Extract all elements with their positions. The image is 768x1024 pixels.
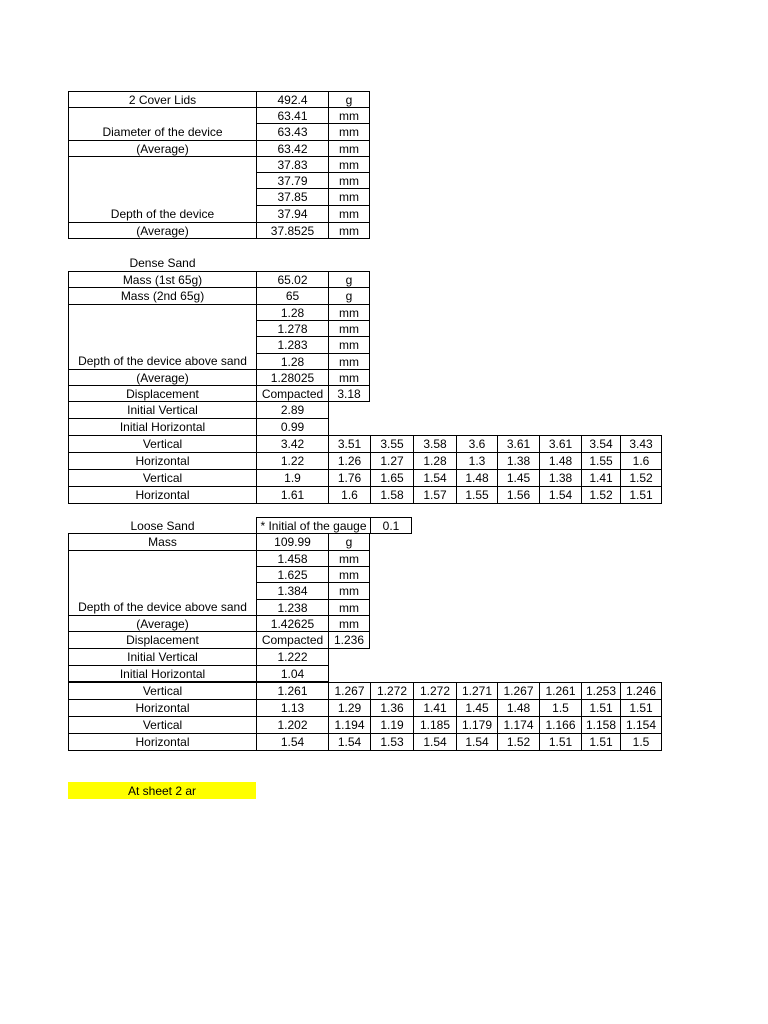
diameter-label: Diameter of the device bbox=[68, 107, 257, 141]
diameter-avg-label: (Average) bbox=[68, 140, 257, 157]
loose-depth-label: Depth of the device above sand bbox=[68, 550, 257, 616]
dense-reading-cell: 1.52 bbox=[581, 486, 621, 504]
dense-depth-value-1: 1.28 bbox=[256, 304, 329, 321]
dense-reading-cell: 1.27 bbox=[370, 452, 414, 470]
dense-reading-cell: 1.61 bbox=[256, 486, 329, 504]
depth-unit-4: mm bbox=[328, 205, 370, 223]
dense-initial-vertical-value: 2.89 bbox=[256, 401, 329, 419]
loose-reading-label: Horizontal bbox=[68, 733, 257, 751]
loose-reading-cell: 1.174 bbox=[497, 716, 540, 734]
dense-mass1-value: 65.02 bbox=[256, 271, 329, 288]
dense-reading-cell: 1.45 bbox=[497, 469, 540, 487]
dense-reading-cell: 1.51 bbox=[620, 486, 662, 504]
loose-reading-cell: 1.261 bbox=[256, 682, 329, 700]
loose-reading-cell: 1.272 bbox=[370, 682, 414, 700]
loose-initial-vertical-label: Initial Vertical bbox=[68, 648, 257, 666]
loose-reading-cell: 1.36 bbox=[370, 699, 414, 717]
loose-reading-cell: 1.51 bbox=[581, 699, 621, 717]
loose-reading-cell: 1.185 bbox=[413, 716, 457, 734]
diameter-value-2: 63.43 bbox=[256, 123, 329, 141]
loose-reading-label: Horizontal bbox=[68, 699, 257, 717]
dense-reading-cell: 1.22 bbox=[256, 452, 329, 470]
dense-reading-cell: 1.3 bbox=[456, 452, 498, 470]
dense-reading-cell: 1.56 bbox=[497, 486, 540, 504]
dense-reading-cell: 1.65 bbox=[370, 469, 414, 487]
dense-reading-cell: 3.6 bbox=[456, 435, 498, 453]
loose-depth-value-1: 1.458 bbox=[256, 550, 329, 567]
loose-reading-cell: 1.54 bbox=[328, 733, 371, 751]
dense-initial-horizontal-label: Initial Horizontal bbox=[68, 418, 257, 436]
diameter-avg-unit: mm bbox=[328, 140, 370, 157]
loose-reading-cell: 1.166 bbox=[539, 716, 582, 734]
loose-reading-cell: 1.52 bbox=[497, 733, 540, 751]
dense-reading-cell: 1.76 bbox=[328, 469, 371, 487]
dense-initial-horizontal-value: 0.99 bbox=[256, 418, 329, 436]
dense-reading-label: Horizontal bbox=[68, 452, 257, 470]
loose-reading-cell: 1.54 bbox=[456, 733, 498, 751]
depth-unit-1: mm bbox=[328, 156, 370, 173]
loose-avg-value: 1.42625 bbox=[256, 615, 329, 632]
loose-displacement-label: Displacement bbox=[68, 631, 257, 649]
dense-depth-unit-2: mm bbox=[328, 320, 370, 337]
dense-reading-cell: 3.54 bbox=[581, 435, 621, 453]
dense-reading-cell: 1.6 bbox=[620, 452, 662, 470]
diameter-unit-1: mm bbox=[328, 107, 370, 124]
loose-depth-value-2: 1.625 bbox=[256, 566, 329, 583]
dense-reading-cell: 1.55 bbox=[581, 452, 621, 470]
dense-reading-cell: 3.61 bbox=[539, 435, 582, 453]
dense-sand-title: Dense Sand bbox=[129, 255, 196, 270]
loose-avg-unit: mm bbox=[328, 615, 370, 632]
dense-depth-unit-3: mm bbox=[328, 336, 370, 354]
diameter-avg-value: 63.42 bbox=[256, 140, 329, 157]
dense-mass1-label: Mass (1st 65g) bbox=[68, 271, 257, 288]
dense-reading-cell: 1.41 bbox=[581, 469, 621, 487]
dense-depth-value-2: 1.278 bbox=[256, 320, 329, 337]
dense-reading-cell: 1.57 bbox=[413, 486, 457, 504]
loose-reading-cell: 1.19 bbox=[370, 716, 414, 734]
gauge-initial-value: 0.1 bbox=[370, 517, 412, 534]
loose-depth-unit-4: mm bbox=[328, 599, 370, 616]
dense-reading-cell: 3.43 bbox=[620, 435, 662, 453]
loose-reading-cell: 1.51 bbox=[539, 733, 582, 751]
loose-sand-title: Loose Sand bbox=[130, 518, 195, 533]
loose-reading-cell: 1.29 bbox=[328, 699, 371, 717]
loose-reading-cell: 1.271 bbox=[456, 682, 498, 700]
loose-reading-cell: 1.45 bbox=[456, 699, 498, 717]
loose-reading-cell: 1.154 bbox=[620, 716, 662, 734]
dense-mass2-label: Mass (2nd 65g) bbox=[68, 287, 257, 305]
dense-reading-cell: 1.9 bbox=[256, 469, 329, 487]
dense-displacement-value: Compacted bbox=[256, 385, 329, 402]
loose-reading-cell: 1.158 bbox=[581, 716, 621, 734]
cover-lids-label: 2 Cover Lids bbox=[68, 91, 257, 108]
dense-reading-cell: 1.28 bbox=[413, 452, 457, 470]
dense-avg-unit: mm bbox=[328, 369, 370, 386]
dense-depth-value-4: 1.28 bbox=[256, 353, 329, 370]
loose-reading-cell: 1.51 bbox=[620, 699, 662, 717]
loose-reading-cell: 1.54 bbox=[256, 733, 329, 751]
dense-displacement-extra: 3.18 bbox=[328, 385, 370, 402]
dense-reading-label: Horizontal bbox=[68, 486, 257, 504]
loose-reading-cell: 1.267 bbox=[497, 682, 540, 700]
dense-avg-value: 1.28025 bbox=[256, 369, 329, 386]
dense-mass2-unit: g bbox=[328, 287, 370, 305]
dense-reading-cell: 3.51 bbox=[328, 435, 371, 453]
depth-value-2: 37.79 bbox=[256, 172, 329, 189]
dense-reading-cell: 3.61 bbox=[497, 435, 540, 453]
loose-depth-unit-3: mm bbox=[328, 582, 370, 600]
loose-displacement-extra: 1.236 bbox=[328, 631, 370, 649]
dense-reading-cell: 1.48 bbox=[539, 452, 582, 470]
loose-depth-value-4: 1.238 bbox=[256, 599, 329, 616]
dense-depth-unit-4: mm bbox=[328, 353, 370, 370]
loose-reading-cell: 1.194 bbox=[328, 716, 371, 734]
depth-avg-value: 37.8525 bbox=[256, 222, 329, 239]
cover-lids-value: 492.4 bbox=[256, 91, 329, 108]
loose-displacement-value: Compacted bbox=[256, 631, 329, 649]
loose-initial-horizontal-label: Initial Horizontal bbox=[68, 665, 257, 682]
loose-depth-unit-2: mm bbox=[328, 566, 370, 583]
dense-reading-label: Vertical bbox=[68, 435, 257, 453]
loose-depth-unit-1: mm bbox=[328, 550, 370, 567]
dense-reading-cell: 3.55 bbox=[370, 435, 414, 453]
dense-reading-cell: 1.52 bbox=[620, 469, 662, 487]
dense-reading-cell: 1.6 bbox=[328, 486, 371, 504]
dense-reading-cell: 1.55 bbox=[456, 486, 498, 504]
depth-unit-3: mm bbox=[328, 188, 370, 206]
loose-reading-cell: 1.261 bbox=[539, 682, 582, 700]
depth-value-4: 37.94 bbox=[256, 205, 329, 223]
loose-reading-cell: 1.246 bbox=[620, 682, 662, 700]
dense-displacement-label: Displacement bbox=[68, 385, 257, 402]
loose-reading-label: Vertical bbox=[68, 682, 257, 700]
dense-reading-cell: 1.54 bbox=[539, 486, 582, 504]
dense-mass1-unit: g bbox=[328, 271, 370, 288]
dense-depth-unit-1: mm bbox=[328, 304, 370, 321]
cover-lids-unit: g bbox=[328, 91, 370, 108]
loose-mass-unit: g bbox=[328, 533, 370, 551]
dense-mass2-value: 65 bbox=[256, 287, 329, 305]
depth-avg-unit: mm bbox=[328, 222, 370, 239]
dense-reading-cell: 1.58 bbox=[370, 486, 414, 504]
loose-reading-cell: 1.53 bbox=[370, 733, 414, 751]
dense-reading-cell: 1.26 bbox=[328, 452, 371, 470]
dense-depth-label: Depth of the device above sand bbox=[68, 304, 257, 370]
diameter-unit-2: mm bbox=[328, 123, 370, 141]
dense-reading-cell: 1.38 bbox=[539, 469, 582, 487]
loose-reading-label: Vertical bbox=[68, 716, 257, 734]
loose-reading-cell: 1.253 bbox=[581, 682, 621, 700]
gauge-initial-label: * Initial of the gauge bbox=[256, 517, 371, 534]
loose-reading-cell: 1.179 bbox=[456, 716, 498, 734]
loose-mass-value: 109.99 bbox=[256, 533, 329, 551]
loose-mass-label: Mass bbox=[68, 533, 257, 551]
depth-value-1: 37.83 bbox=[256, 156, 329, 173]
dense-reading-cell: 1.38 bbox=[497, 452, 540, 470]
dense-avg-label: (Average) bbox=[68, 369, 257, 386]
dense-reading-label: Vertical bbox=[68, 469, 257, 487]
dense-initial-vertical-label: Initial Vertical bbox=[68, 401, 257, 419]
loose-reading-cell: 1.5 bbox=[620, 733, 662, 751]
depth-avg-label: (Average) bbox=[68, 222, 257, 239]
loose-reading-cell: 1.272 bbox=[413, 682, 457, 700]
dense-reading-cell: 1.48 bbox=[456, 469, 498, 487]
loose-reading-cell: 1.51 bbox=[581, 733, 621, 751]
dense-reading-cell: 3.42 bbox=[256, 435, 329, 453]
diameter-value-1: 63.41 bbox=[256, 107, 329, 124]
loose-reading-cell: 1.267 bbox=[328, 682, 371, 700]
depth-value-3: 37.85 bbox=[256, 188, 329, 206]
loose-reading-cell: 1.41 bbox=[413, 699, 457, 717]
loose-reading-cell: 1.48 bbox=[497, 699, 540, 717]
loose-reading-cell: 1.202 bbox=[256, 716, 329, 734]
loose-reading-cell: 1.5 bbox=[539, 699, 582, 717]
loose-reading-cell: 1.13 bbox=[256, 699, 329, 717]
loose-avg-label: (Average) bbox=[68, 615, 257, 632]
loose-initial-vertical-value: 1.222 bbox=[256, 648, 329, 666]
depth-label: Depth of the device bbox=[68, 156, 257, 223]
dense-reading-cell: 3.58 bbox=[413, 435, 457, 453]
dense-reading-cell: 1.54 bbox=[413, 469, 457, 487]
sheet-note: At sheet 2 ar bbox=[68, 782, 256, 799]
depth-unit-2: mm bbox=[328, 172, 370, 189]
loose-reading-cell: 1.54 bbox=[413, 733, 457, 751]
loose-initial-horizontal-value: 1.04 bbox=[256, 665, 329, 682]
loose-depth-value-3: 1.384 bbox=[256, 582, 329, 600]
dense-depth-value-3: 1.283 bbox=[256, 336, 329, 354]
